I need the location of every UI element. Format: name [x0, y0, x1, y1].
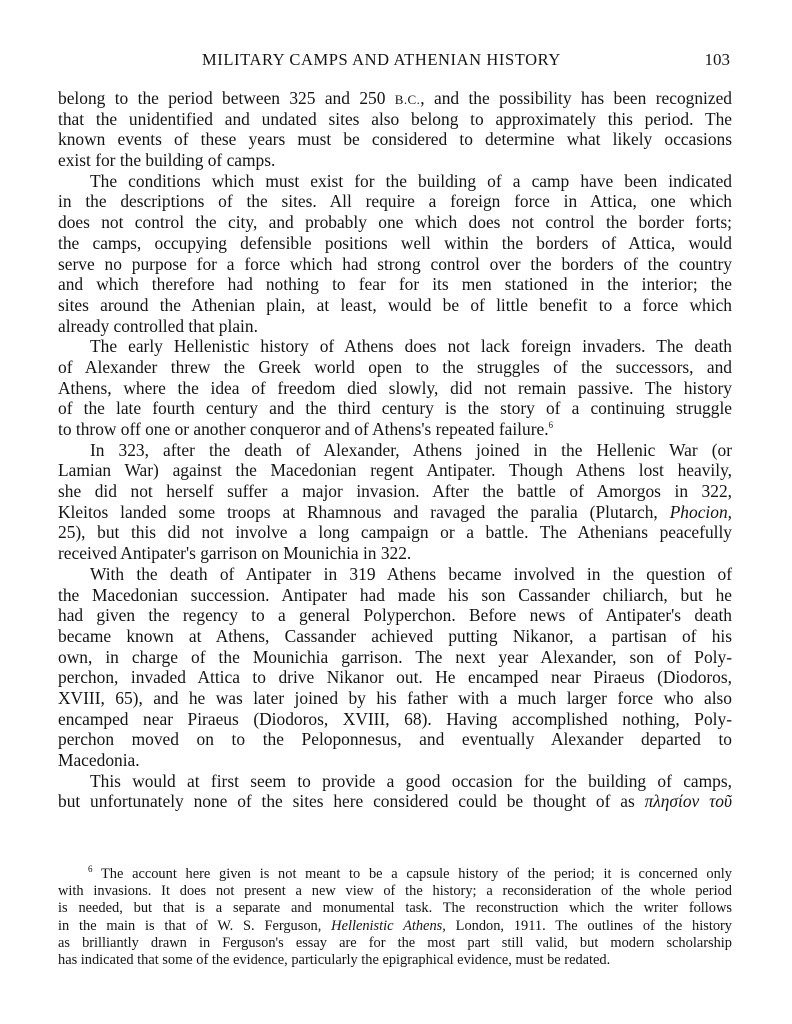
text-line: she did not herself suffer a major invasion. After the battle of Amorgos in 322,	[58, 481, 732, 502]
text-line: The conditions which must exist for the building of a camp have been indicated	[90, 170, 732, 191]
text-line-fragment: belong to the period between 325 and 250	[58, 88, 395, 108]
text-line: XVIII, 65), and he was later joined by his father with a much larger force who also	[58, 687, 732, 708]
text-line-fragment: Kleitos landed some troops at Rhamnous and ravaged the paralia (Plutarch,	[58, 501, 670, 522]
text-line-fragment: , and the possibility has been recognized	[420, 88, 732, 108]
text-line: had given the regency to a general Polyperchon. Before news of Antipater's death	[58, 605, 732, 626]
footnote-fragment: The account here given is not meant to be a capsule history of the period; it is concerned only	[92, 866, 732, 882]
footnotes	[58, 866, 732, 969]
text-line	[58, 791, 732, 812]
text-line: Lamian War) against the Macedonian regent Antipater. Though Athens lost heavily,	[58, 460, 732, 481]
text-line-fragment: but unfortunately none of the sites here considered could be thought of as	[58, 791, 645, 812]
text-line: In 323, after the death of Alexander, Athens joined in the Hellenic War (or	[90, 439, 732, 460]
text-line: This would at first seem to provide a good occasion for the building of camps,	[90, 770, 732, 791]
text-line: the camps, occupying defensible positions well within the borders of Attica, would	[58, 232, 732, 253]
text-line: and which therefore had nothing to fear for its men stationed in the interior; the	[58, 274, 732, 295]
text-line: sites around the Athenian plain, at least, would be of little benefit to a force which	[58, 294, 732, 315]
footnote-reference[interactable]: 6	[548, 420, 554, 431]
text-line: of Alexander threw the Greek world open to the struggles of the successors, and	[58, 356, 732, 377]
footnote-line: with invasions. It does not present a new view of the history; a reconsideration of the whole period	[58, 883, 732, 900]
page-header	[58, 50, 732, 76]
text-line: does not control the city, and probably one which does not control the border forts;	[58, 212, 732, 233]
text-line: of the late fourth century and the third century is the story of a continuing struggle	[58, 398, 732, 419]
text-line: that the unidentified and undated sites also belong to approximately this period. The	[58, 108, 732, 129]
text-line: the Macedonian succession. Antipater had made his son Cassander chiliarch, but he	[58, 584, 732, 605]
footnote-line	[58, 918, 732, 935]
text-line: Athens, where the idea of freedom died slowly, did not remain passive. The history	[58, 377, 732, 398]
footnote-fragment: in the main is that of W. S. Ferguson,	[58, 917, 332, 934]
footnote-fragment: , London, 1911. The outlines of the history	[442, 917, 732, 934]
text-line: Macedonia.	[58, 750, 140, 770]
footnote-line	[58, 866, 732, 883]
text-line: The early Hellenistic history of Athens does not lack foreign invaders. The death	[90, 336, 732, 357]
text-line: perchon, invaded Attica to drive Nikanor out. He encamped near Piraeus (Diodoros,	[58, 667, 732, 688]
body-text	[58, 88, 732, 812]
text-line: perchon moved on to the Peloponnesus, and eventually Alexander departed to	[58, 729, 732, 750]
phocion-title: Phocion,	[669, 501, 732, 522]
text-line: 25), but this did not involve a long campaign or a battle. The Athenians peacefully	[58, 522, 732, 543]
page-number: 103	[704, 50, 730, 69]
text-line: encamped near Piraeus (Diodoros, XVIII, 68). Having accomplished nothing, Poly-	[58, 708, 732, 729]
greek-phrase: πλησίον τοῦ	[644, 791, 732, 812]
text-line: already controlled that plain.	[58, 315, 258, 336]
bc-abbrev: B.C.	[394, 92, 421, 107]
text-line: exist for the building of camps.	[58, 150, 276, 171]
text-line	[58, 502, 732, 523]
hellenistic-athens-title: Hellenistic Athens	[331, 917, 443, 934]
text-line: became known at Athens, Cassander achieved putting Nikanor, a partisan of his	[58, 625, 732, 646]
footnote-mark: 6	[88, 864, 93, 875]
text-line	[58, 419, 732, 440]
footnote-line: is needed, but that is a separate and monumental task. The reconstruction which the writer follows	[58, 900, 732, 917]
text-line: received Antipater's garrison on Mounichia in 322.	[58, 543, 412, 564]
running-title: MILITARY CAMPS AND ATHENIAN HISTORY	[202, 50, 561, 69]
text-line: own, in charge of the Mounichia garrison. The next year Alexander, son of Poly-	[58, 646, 732, 667]
text-line: in the descriptions of the sites. All require a foreign force in Attica, one which	[58, 191, 732, 212]
text-line: With the death of Antipater in 319 Athens became involved in the question of	[90, 563, 732, 584]
text-line	[58, 88, 732, 109]
text-line: known events of these years must be considered to determine what likely occasions	[58, 129, 732, 150]
text-line-fragment: to throw off one or another conqueror and of Athens's repeated failure.	[58, 419, 549, 439]
footnote-line: has indicated that some of the evidence, particularly the epigraphical evidence, must be redated.	[58, 951, 611, 968]
text-line: serve no purpose for a force which had strong control over the borders of the country	[58, 253, 732, 274]
footnote-line: as brilliantly drawn in Ferguson's essay are for the most part still valid, but modern scholarship	[58, 934, 732, 951]
